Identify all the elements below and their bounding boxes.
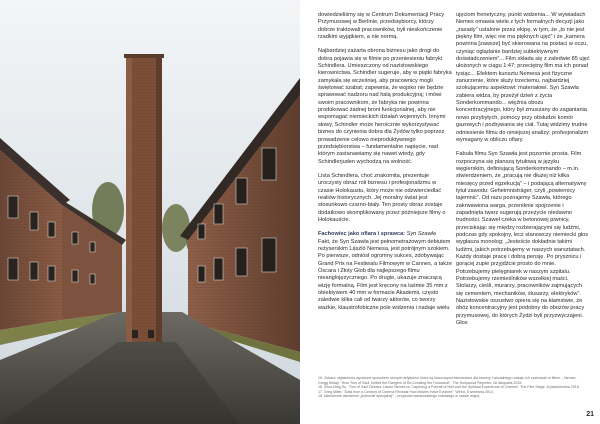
left-paragraph-2: Najbardziej zażarta obrona biznesu jako drogi do dobra pojawia się w filmie po przeniesieniu fabryki Schindlera. Umieszczony od nazistowskiego kierownictwa, Schindler sugeruje, aby w piątki fabryka zamykała się wcześniej, aby pracownicy mogli świętować szabat; zapewnia, że wojsko nie będzie sprawować nadzoru nad halą produkcyjną; i mówi swoim pracownikom, że fabryka nie powinna produkować żadnej broni funkcjonalnej, aby nie wspomagać niemieckich działań wojennych. Innymi słowy, Schindler może heroicznie wykorzystywać biznes do czynienia dobra dla Żydów tylko poprzez prowadzenie celowo nieproduktywnego przedsiębiorstwa – fundamentalne napięcie, nad którym zastanawiamy się nawet wtedy, gdy Schindlerjuden wychodzą na wolność. [318,48,452,165]
footnote: 16. Zhuo-Ning Su, "Son of Saul Director László Nemes on Capturing a Portrait of Hell and the Spiritual Experience of Cinema", The Film Stage, 8 października 2015. [318,385,580,390]
footnote: 18. Niemieckie określenie „jednostki specjalnej” – przydział nazistowskiego kultowego w czasie wojny. [318,394,480,399]
left-paragraph-3: Lista Schindlera, choć znakomita, prezentuje uroczysty obraz roli biznesu i profesjonalizmu w czasie Holokaustu, który może nie odzwierciedlać realiów historycznych. Jej moralny świat jest stosunkowo czarno-biały. Ten prosty obraz zostaje dodatkowo skomplikowany przez późniejsze filmy o Holokauście. [318,172,446,223]
page-number: 21 [586,411,594,418]
right-paragraph-1: ujęciom frenetyczny, punkt widzenia... W wywiadach Nemes omawia wiele z tych formalnych decyzji jako „zasady” ustalone przez ekipę, w tym, że „to nie jest piękny film, więc nie ma pięknych ujęć” i że „kamera powinna [zawsze] być skierowana na postaci w oczu, czyniąc oglądanie bardziej subiektywnym doświadczeniem”... Film składa się z zaledwie 85 ujęć ułożonych w ciągu 1:47; przeciętny film ma ich ponad tysiąc... Efektem kunsztu Nemesa jest fizyczne zanurzenie, które służy trzeciemu, najbardziej szokującemu aspektowi: materiałowi. Syn Szawła zabiera widza, by przeżył dzień z życia Sonderkommando... więźnia obozu koncentracyjnego, który był zmuszany do zaganiania nowo przybyłych, pomocy przy obsłudze komór gazowych i pozbywania się ciał. Tutaj widzimy trudne odniesienie filmu do niniejszej analizy: profesjonalizm wymagany w obliczu ofiary. [456,12,590,143]
footnote: 17. Greg Miller, "Data from a Century of Cinema Reveals How Movies Have Evolved", Wired, 8 września 2014. [318,389,494,394]
left-paragraph-4 [318,231,452,312]
footnote: 15. Zobacz objaśnienia wyrażone sposobem różnych artykułów, które są kluczowymi elementami dla kamery i wizualnego rodzaju ich zachowań w filmie – Nemes, Gregg Kilday, "How 'Son of Saul' Defied the Dangers of Re-Creating the Holocaust", The Hollywood Reporter, 16 listopada 2015. [318,376,577,385]
section-film-title: Syn Szawła [406,231,436,238]
article-page [300,0,600,424]
footnotes [318,376,580,399]
section-body: Fakt, że Syn Szawła jest pełnometrażowym debiutem reżyserskim László Nemesa, jest potrójnym szokiem. Po pierwsze, odniósł ogromny sukces, zdobywając Grand Prix na Festiwalu Filmowym w Cannes, a także Oscara i Złoty Glob dla najlepszego filmu nieanglojęzycznego. Po drugie, ukazuje znaczącą wizję formalną. Film jest kręcony na taśmie 35 mm z obiektywem 40 mm w formacie Akademii, często zaledwie kilka cali od twarzy aktorów, co tworzy ważkie, klaustrofobiczne pole widzenia i nadaje wielu [318,238,452,311]
left-paragraph-1: dowiedzieliśmy się w Centrum Dokumentacji Pracy Przymusowej w Berlinie, przedsiębiorcy, którzy dobrze traktowali pracowników, byli nieskończenie rzadkim wyjątkiem, a nie normą. [318,12,445,41]
left-text-column [318,12,452,319]
right-paragraph-2: Fabuła filmu Syn Szawła jest pozornie prosta. Film rozpoczyna się planszą tytułową w języku węgierskim, definiującą Sonderkommando – m.in. stwierdzeniem, że „pracują nie dłużej niż kilka miesięcy przed egzekucją” – i podającą alternatywny tytuł zawodu: Geheimnisträger, czyli „powiernicy tajemnic”. Od razu poznajemy Szawła, którego zakrwawiona warga, przeniknie spojrzenie i zapadnięta twarz sugerują przeżycie niedawno trudności. Szaweł czeka w betonowej piwnicy, przeciskając się między rozbierającymi się ludźmi, podczas gdy spokojny, lecz stanowczy niemiecki głos wygłasza monolog: „Jesteście dokładnie takimi ludźmi, jakich potrzebujemy w naszych warsztatach. Każdy dostaje pracę i dobrą pensję. Po prysznicu i gorącej zupie przyjdźcie prosto do mnie. Potrzebujemy pielęgniarek w naszym szpitalu. Potrzebujemy rzemieślników wszelkiej maści. Stolarzy, cieśli, murarzy, pracowników zajmujących się cementem, mechaników, ślusarzy, elektryków”. Nazistowskie oszustwo opiera się na kłamstwie, że obóz koncentracyjny jest podobny do obozów pracy przymusowej, do których Żydzi byli przyzwyczajeni. Głos [456,151,589,327]
section-heading: Fachowiec jako ofiara i sprawca: [318,231,406,238]
right-text-column [456,12,590,334]
